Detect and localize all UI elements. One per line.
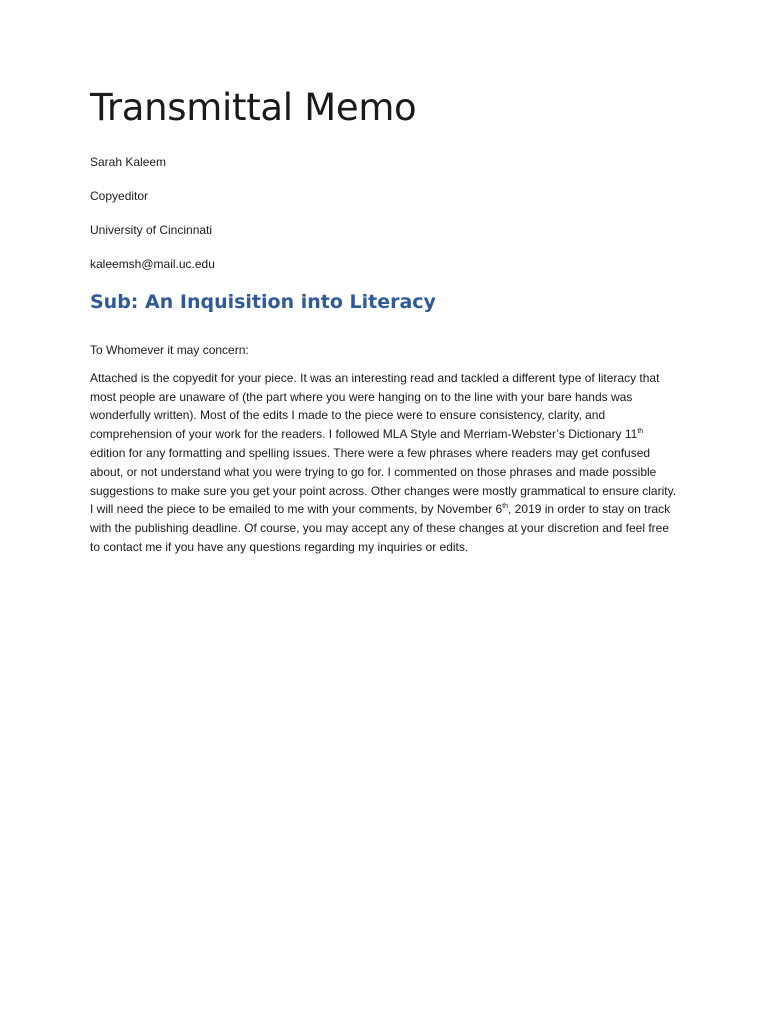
sender-role: Copyeditor (90, 188, 149, 203)
body-text-part-1: Attached is the copyedit for your piece. It was an interesting read and tackled a different type of literacy that most people are unaware of (the part where you were hanging on to the line with your bare hands was wonderfully written). Most of the edits I made to the piece were to ensure consistency, clarity, and comprehension of your work for the readers. I followed MLA Style and Merriam-Webster’s Dictionary 11 (90, 370, 660, 442)
ordinal-suffix: th (637, 428, 644, 436)
memo-page (90, 88, 680, 557)
body-text-part-2: edition for any formatting and spelling issues. There were a few phrases where readers may get confused about, or not understand what you were trying to go for. I commented on those phrases and made possible suggestions to make sure you get your point across. Other changes were mostly grammatical to ensure clarity. I will need the piece to be emailed to me with your comments, by November 6 (90, 446, 677, 517)
memo-body (90, 369, 680, 557)
sender-email: kaleemsh@mail.uc.edu (90, 256, 215, 271)
memo-subject: Sub: An Inquisition into Literacy (90, 290, 436, 313)
ordinal-suffix: th (502, 503, 509, 511)
body-text-part-3: , 2019 in order to stay on track with the publishing deadline. Of course, you may accept any of these changes at your discretion and feel free to contact me if you have any questions regarding my inquiries or edits. (90, 502, 671, 555)
sender-name: Sarah Kaleem (90, 154, 167, 169)
sender-organization: University of Cincinnati (90, 222, 213, 237)
salutation: To Whomever it may concern: (90, 343, 249, 358)
memo-title: Transmittal Memo (90, 86, 417, 129)
